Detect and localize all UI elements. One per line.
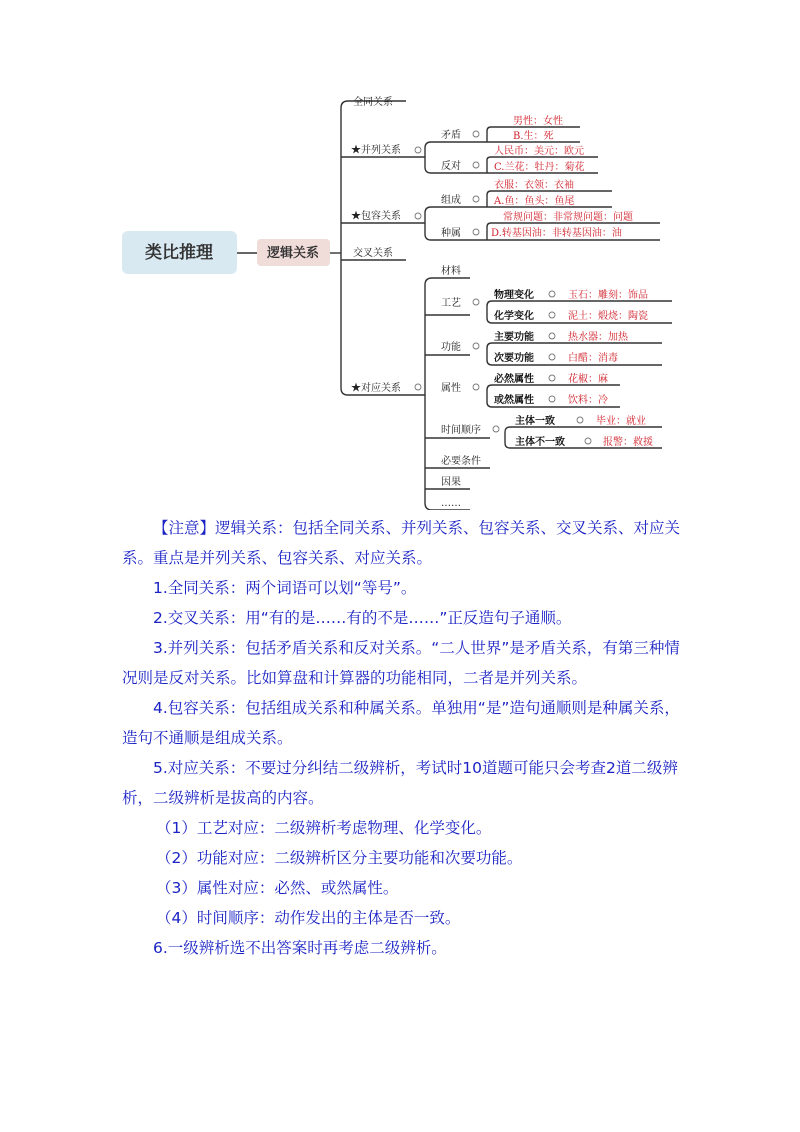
node-time: 时间顺序	[441, 425, 481, 436]
node-physical: 物理变化	[494, 290, 534, 301]
notes-intro-head: 【注意】	[153, 519, 216, 537]
example-text: 花椒：麻	[568, 374, 608, 385]
collapse-icon[interactable]	[549, 354, 555, 360]
example-text: 报警：救援	[603, 437, 653, 448]
node-necessary: 必然属性	[494, 374, 534, 385]
branch-identity: 全同关系	[353, 97, 393, 108]
node-opposite: 反对	[441, 161, 461, 172]
collapse-icon[interactable]	[473, 162, 479, 168]
notes-item-4: 4.包容关系：包括组成关系和种属关系。单独用“是”造句通顺则是种属关系，造句不通顺是组成关系。	[122, 699, 680, 747]
example-text: B.生：死	[513, 131, 554, 142]
collapse-icon[interactable]	[473, 131, 479, 137]
logic-mindmap	[0, 0, 800, 510]
collapse-icon[interactable]	[473, 343, 479, 349]
collapse-icon[interactable]	[577, 417, 583, 423]
notes-item-2: 2.交叉关系：用“有的是……有的不是……”正反造句子通顺。	[153, 609, 572, 627]
example-text: 衣服：衣领：衣袖	[494, 180, 574, 191]
branch-cross: 交叉关系	[353, 248, 393, 259]
node-same-subject: 主体一致	[515, 416, 555, 427]
example-text: 毕业：就业	[596, 416, 646, 427]
example-text: 热水器：加热	[568, 332, 628, 343]
example-text: A.鱼：鱼头：鱼尾	[494, 196, 575, 207]
example-text: 玉石：雕刻：饰品	[568, 290, 648, 301]
notes-intro	[122, 513, 682, 573]
example-text: 白醋：消毒	[568, 353, 618, 364]
corresponding-spine	[425, 278, 470, 510]
node-craft: 工艺	[441, 298, 461, 309]
example-text: 人民币：美元：欧元	[494, 146, 584, 157]
collapse-icon[interactable]	[549, 333, 555, 339]
collapse-icon[interactable]	[473, 299, 479, 305]
branch-parallel: ★并列关系	[351, 145, 401, 156]
notes-section	[122, 513, 682, 963]
collapse-icon[interactable]	[549, 396, 555, 402]
collapse-icon[interactable]	[415, 384, 421, 390]
notes-sub-1: （1）工艺对应：二级辨析考虑物理、化学变化。	[156, 819, 492, 837]
branch-line-corresponding	[341, 253, 425, 395]
notes-intro-body: 逻辑关系：包括全同关系、并列关系、包容关系、交叉关系、对应关系。重点是并列关系、包容关系、对应关系。	[122, 519, 681, 567]
collapse-icon[interactable]	[549, 312, 555, 318]
node-compose: 组成	[441, 195, 461, 206]
collapse-icon[interactable]	[585, 438, 591, 444]
branch-line-identity	[341, 101, 406, 253]
notes-item-1: 1.全同关系：两个词语可以划“等号”。	[153, 579, 417, 597]
branch-corresponding: ★对应关系	[351, 383, 401, 394]
example-text: D.转基因油：非转基因油：油	[491, 228, 622, 239]
root-node: 类比推理	[145, 243, 213, 263]
node-function: 功能	[441, 342, 461, 353]
collapse-icon[interactable]	[473, 384, 479, 390]
node-material: 材料	[441, 266, 461, 277]
collapse-icon[interactable]	[473, 229, 479, 235]
node-attribute: 属性	[441, 383, 461, 394]
example-text: 男性：女性	[513, 116, 563, 127]
collapse-icon[interactable]	[493, 426, 499, 432]
example-text: 泥土：煅烧：陶瓷	[568, 311, 648, 322]
node-possible: 或然属性	[494, 395, 534, 406]
collapse-icon[interactable]	[415, 213, 421, 219]
node-chemical: 化学变化	[494, 311, 534, 322]
level1-node: 逻辑关系	[266, 246, 320, 261]
example-text: C.兰花：牡丹：菊花	[494, 162, 585, 173]
node-contradict: 矛盾	[441, 130, 461, 141]
node-main-function: 主要功能	[494, 332, 534, 343]
node-diff-subject: 主体不一致	[515, 437, 565, 448]
notes-sub-4: （4）时间顺序：动作发出的主体是否一致。	[156, 909, 461, 927]
node-condition: 必要条件	[441, 456, 481, 467]
branch-contain: ★包容关系	[351, 211, 401, 222]
notes-item-5: 5.对应关系：不要过分纠结二级辨析，考试时10道题可能只会考查2道二级辨析，二级辨析是拔高的内容。	[122, 759, 678, 807]
notes-item-6: 6.一级辨析选不出答案时再考虑二级辨析。	[153, 939, 447, 957]
notes-item-3: 3.并列关系：包括矛盾关系和反对关系。“二人世界”是矛盾关系，有第三种情况则是反对关系。比如算盘和计算器的功能相同，二者是并列关系。	[122, 639, 680, 687]
collapse-icon[interactable]	[415, 147, 421, 153]
collapse-icon[interactable]	[549, 375, 555, 381]
node-secondary-function: 次要功能	[494, 353, 534, 364]
node-cause: 因果	[441, 477, 461, 488]
notes-sub-3: （3）属性对应：必然、或然属性。	[156, 879, 399, 897]
collapse-icon[interactable]	[549, 291, 555, 297]
example-text: 饮料：冷	[568, 395, 608, 406]
example-text: 常规问题：非常规问题：问题	[503, 212, 633, 223]
notes-sub-2: （2）功能对应：二级辨析区分主要功能和次要功能。	[156, 849, 523, 867]
node-more: ……	[441, 498, 461, 509]
collapse-icon[interactable]	[473, 196, 479, 202]
node-species: 种属	[441, 228, 461, 239]
